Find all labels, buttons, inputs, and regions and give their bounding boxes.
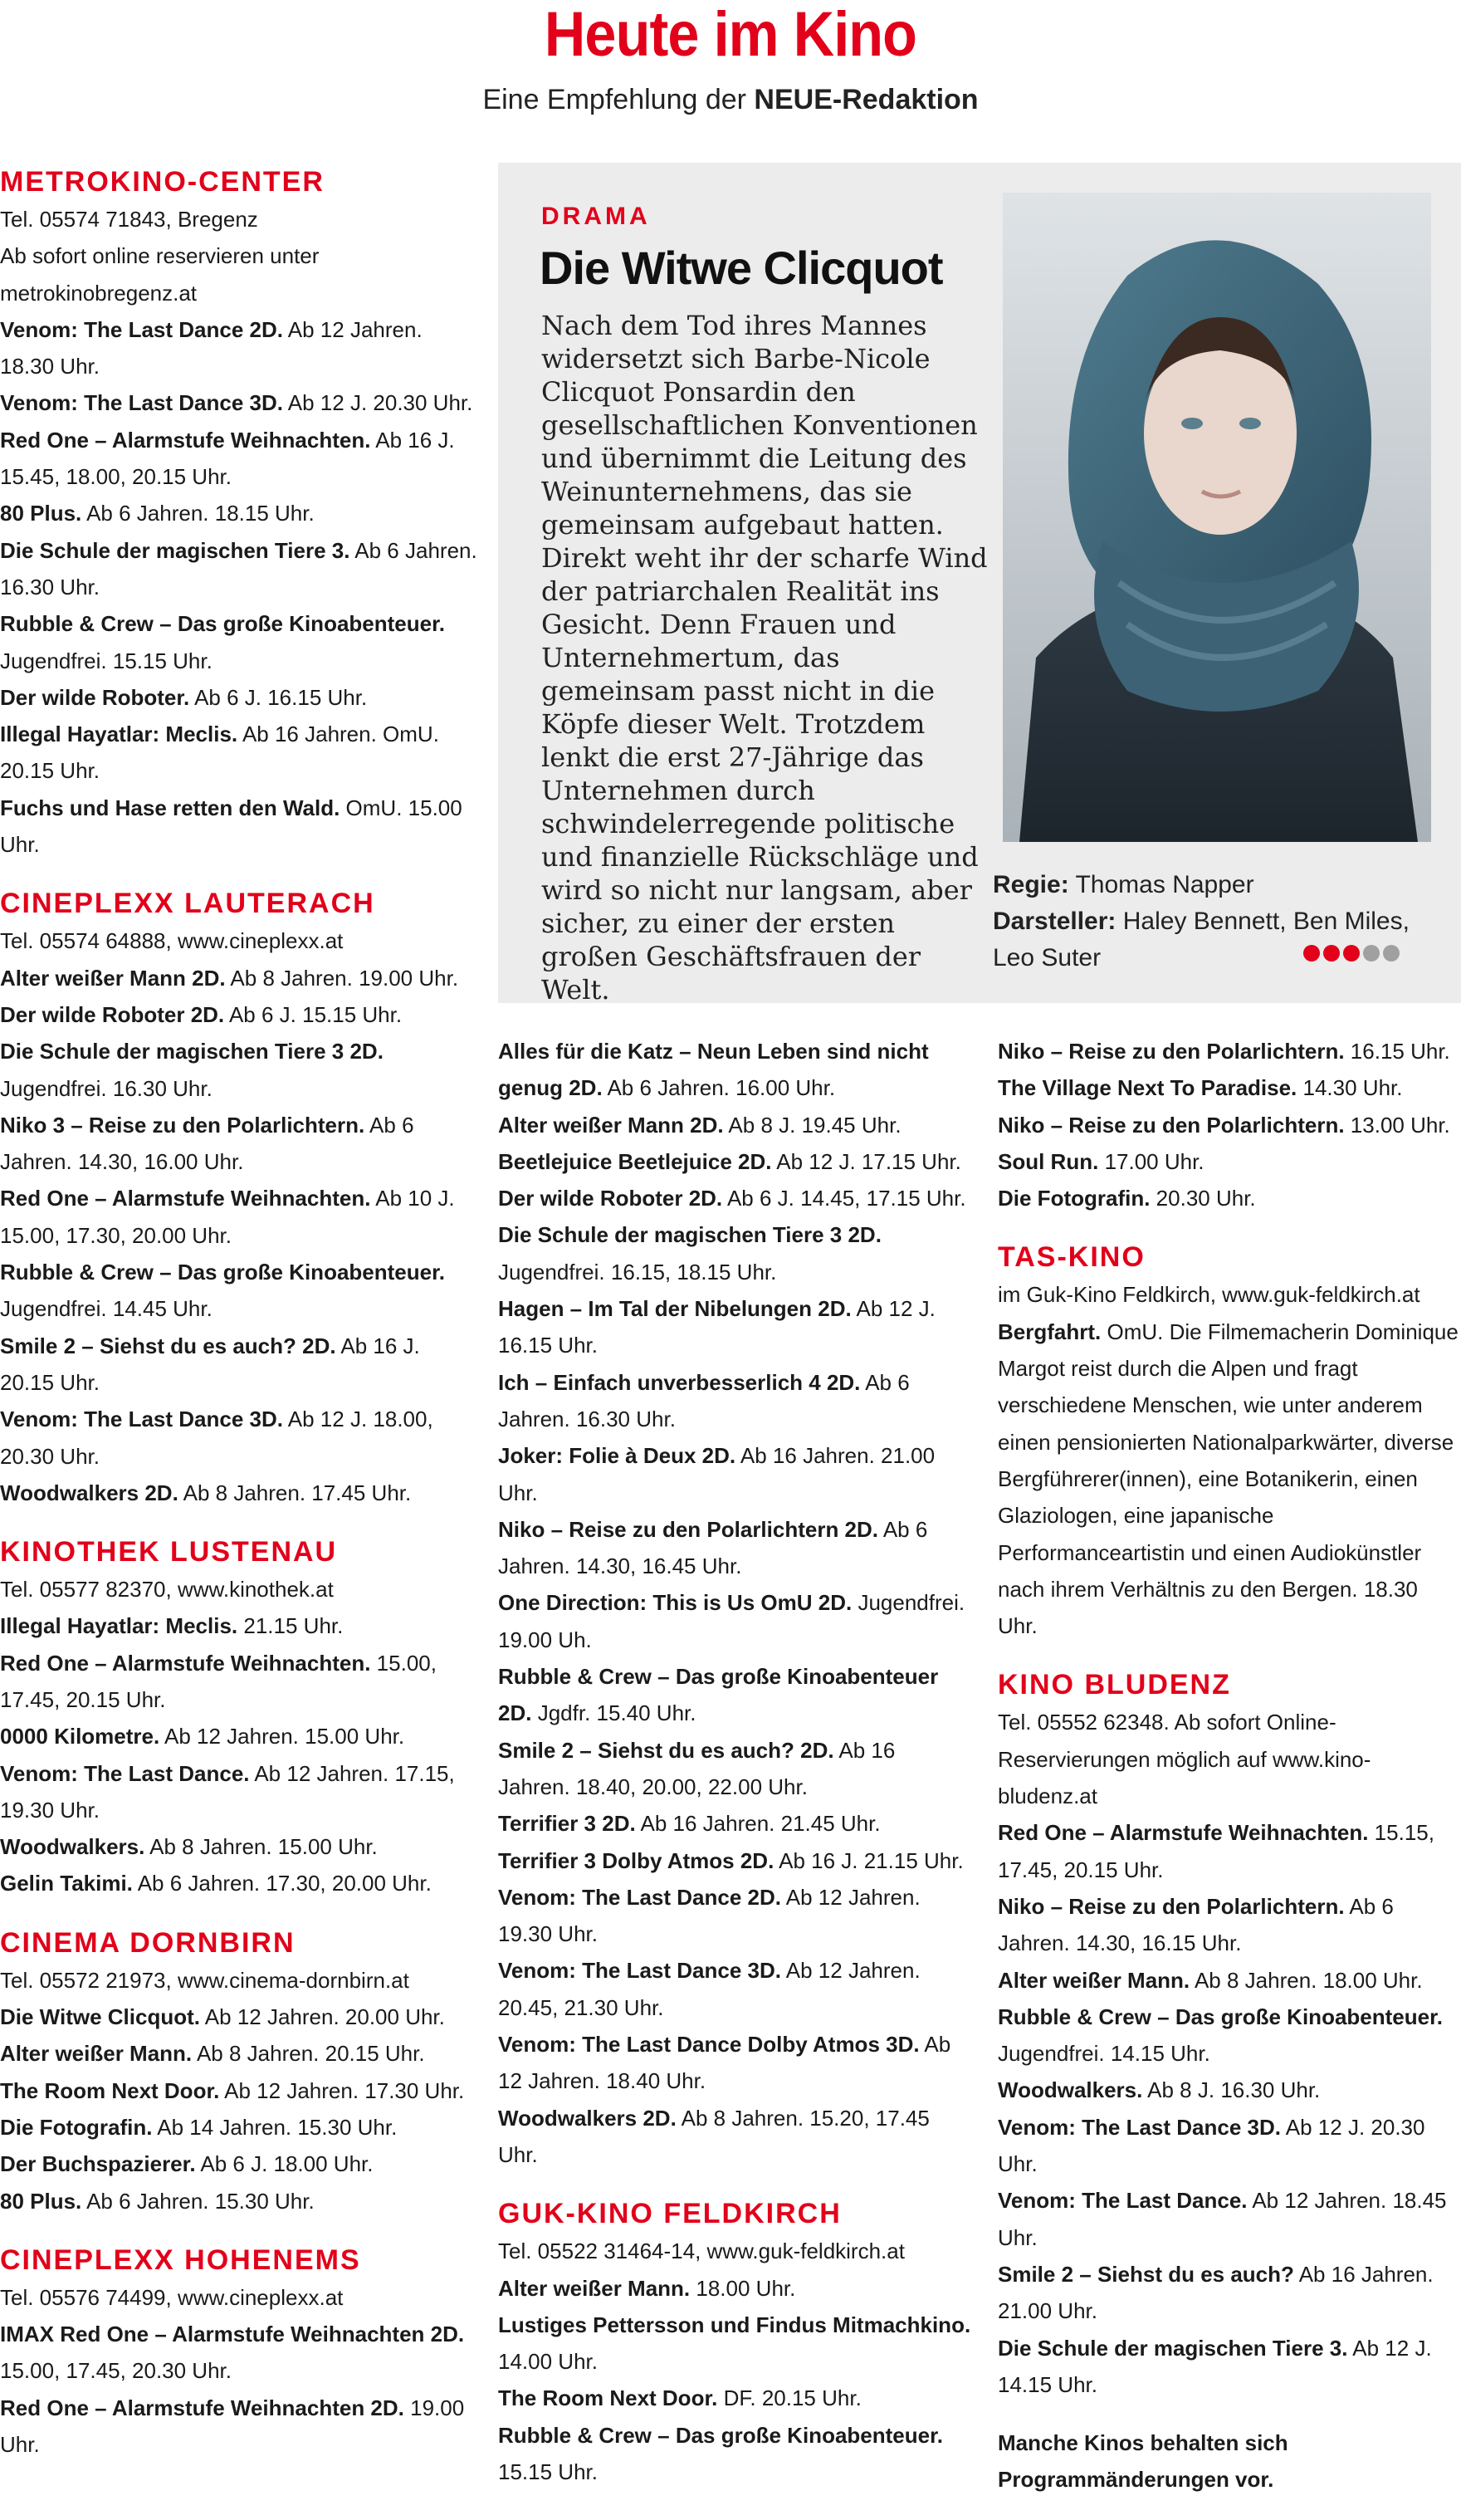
- feature-title: Die Witwe Clicquot: [540, 242, 943, 294]
- showtime-entry: [0, 716, 477, 790]
- movie-title: Illegal Hayatlar: Meclis.: [0, 722, 238, 747]
- movie-details: Ab 6 Jahren. 14.30, 16.45 Uhr.: [498, 1516, 928, 1579]
- feature-photo: [1003, 193, 1431, 842]
- cinema-name: CINEPLEXX LAUTERACH: [0, 888, 375, 920]
- movie-details: Ab 12 Jahren. 17.30 Uhr.: [224, 2077, 465, 2103]
- movie-details: Ab 14 Jahren. 15.30 Uhr.: [157, 2114, 398, 2140]
- showtime-entry: [998, 1107, 1461, 1143]
- movie-details: Ab 8 Jahren. 19.00 Uhr.: [230, 965, 459, 991]
- showtime-entry: [0, 1718, 477, 1754]
- movie-details: Ab 16 J. 21.15 Uhr.: [779, 1847, 964, 1873]
- movie-title: Woodwalkers 2D.: [498, 2105, 677, 2131]
- movie-details: Ab 6 J. 18.00 Uhr.: [200, 2151, 374, 2177]
- movie-title: Illegal Hayatlar: Meclis.: [0, 1613, 238, 1639]
- movie-title: Niko 3 – Reise zu den Polarlichtern.: [0, 1112, 365, 1138]
- showtime-entry: [498, 1511, 971, 1585]
- feature-genre: DRAMA: [541, 203, 651, 230]
- movie-details: Ab 6 Jahren. 15.30 Uhr.: [86, 2188, 315, 2214]
- showtime-entry: [0, 1828, 477, 1865]
- rating-dot-filled: [1303, 945, 1320, 962]
- showtime-entry: [0, 532, 477, 606]
- showtime-entry: [498, 1033, 971, 1107]
- cinema-name: GUK-KINO FELDKIRCH: [498, 2198, 842, 2230]
- movie-title: Bergfahrt.: [998, 1319, 1102, 1344]
- rating-dot-empty: [1363, 945, 1380, 962]
- movie-title: Niko – Reise zu den Polarlichtern.: [998, 1112, 1345, 1138]
- showtime-entry: [498, 1216, 971, 1290]
- woman-portrait-image: [1003, 193, 1431, 842]
- showtime-entry: [0, 384, 477, 421]
- showtime-entry: [998, 1143, 1461, 1180]
- cinema-contact: Tel. 05576 74499, www.cineplexx.at: [0, 2284, 344, 2310]
- showtime-entry: [498, 2417, 971, 2491]
- showtime-entry: [498, 2380, 971, 2416]
- rating-dot-filled: [1343, 945, 1360, 962]
- movie-details: Ab 12 J. 20.30 Uhr.: [287, 390, 473, 416]
- rating-dots: [1303, 945, 1403, 966]
- movie-title: 80 Plus.: [0, 2188, 82, 2214]
- cinema-cinema-dornbirn: [0, 1924, 477, 2219]
- showtime-entry: [498, 1658, 971, 1732]
- director-line: [993, 867, 1441, 903]
- movie-title: Rubble & Crew – Das große Kinoabenteuer.: [998, 2004, 1443, 2029]
- showtime-entry: [998, 1180, 1461, 1216]
- movie-title: Woodwalkers.: [998, 2077, 1143, 2103]
- showtime-entry: [498, 1879, 971, 1953]
- showtime-entry: [998, 1814, 1461, 1888]
- cinema-contact: Tel. 05522 31464-14, www.guk-feldkirch.at: [498, 2239, 905, 2264]
- cinema-contact: Tel. 05572 21973, www.cinema-dornbirn.at: [0, 1967, 409, 1993]
- movie-title: 0000 Kilometre.: [0, 1724, 160, 1749]
- movie-details: OmU. 15.00 Uhr.: [0, 795, 462, 858]
- movie-title: Ich – Einfach unverbesserlich 4 2D.: [498, 1369, 861, 1395]
- movie-details: Ab 12 Jahren. 19.30 Uhr.: [498, 1884, 921, 1947]
- movie-details: Ab 8 Jahren. 18.00 Uhr.: [1194, 1967, 1423, 1993]
- movie-title: Venom: The Last Dance 3D.: [0, 390, 283, 416]
- cinema-continued: [998, 2425, 1461, 2498]
- feature-box: [498, 163, 1461, 1006]
- movie-title: Venom: The Last Dance 3D.: [498, 1958, 781, 1984]
- movie-title: Red One – Alarmstufe Weihnachten 2D.: [0, 2395, 404, 2420]
- movie-details: 16.15 Uhr.: [1350, 1039, 1450, 1064]
- movie-title: Der wilde Roboter 2D.: [0, 1001, 225, 1027]
- showtime-entry: [0, 2072, 477, 2109]
- movie-title: Woodwalkers 2D.: [0, 1480, 178, 1505]
- movie-details: Ab 12 Jahren. 18.40 Uhr.: [498, 2032, 951, 2094]
- showtime-entry: [0, 960, 477, 996]
- cinema-cineplexx-lauterach: [0, 884, 477, 1511]
- movie-title: Rubble & Crew – Das große Kinoabenteuer.: [0, 611, 445, 637]
- showtime-entry: [498, 1364, 971, 1438]
- movie-title: Smile 2 – Siehst du es auch? 2D.: [498, 1737, 834, 1763]
- cinema-name: TAS-KINO: [998, 1241, 1146, 1274]
- movie-title: Soul Run.: [998, 1148, 1099, 1174]
- movie-details: OmU. Die Filmemacherin Dominique Margot reist durch die Alpen und fragt verschiedene Menschen, wie unter anderem einen pensionierten Nationalparkwärter, diverse Bergführerer(innen), eine Botanikerin, einen Glaziologen, eine japanische Performanceartistin und einen Audiokünstler nach ihrem Verhältnis zu den Bergen. 18.30 Uhr.: [998, 1319, 1459, 1639]
- movie-title: Der Buchspazierer.: [0, 2151, 196, 2177]
- movie-title: Die Schule der magischen Tiere 3.: [998, 2335, 1348, 2361]
- showtime-entry: [0, 422, 477, 496]
- movie-title: Der wilde Roboter.: [0, 684, 190, 710]
- movie-details: Ab 16 J. 20.15 Uhr.: [0, 1333, 420, 1395]
- showtime-entry: [498, 1732, 971, 1806]
- showtime-entry: [998, 1962, 1461, 1999]
- movie-title: Venom: The Last Dance 2D.: [498, 1884, 781, 1910]
- movie-title: Beetlejuice Beetlejuice 2D.: [498, 1148, 772, 1174]
- movie-details: Ab 8 Jahren. 15.20, 17.45 Uhr.: [498, 2105, 930, 2167]
- movie-title: Niko – Reise zu den Polarlichtern.: [998, 1039, 1345, 1064]
- movie-title: Red One – Alarmstufe Weihnachten.: [0, 1186, 371, 1211]
- movie-title: Terrifier 3 2D.: [498, 1811, 636, 1837]
- showtime-entry: [0, 2316, 477, 2390]
- cast-label: Darsteller:: [993, 908, 1117, 935]
- showtime-entry: [998, 2425, 1461, 2498]
- cinema-contact: Tel. 05574 71843, Bregenz Ab sofort online reservieren unter metrokinobregenz.at: [0, 207, 320, 306]
- movie-details: Ab 6 J. 15.15 Uhr.: [228, 1001, 403, 1027]
- movie-title: Woodwalkers.: [0, 1834, 145, 1860]
- showtime-entry: [0, 1645, 477, 1719]
- showtime-entry: [0, 679, 477, 716]
- showtime-entry: [998, 1033, 1461, 1069]
- showtime-entry: [0, 1180, 477, 1254]
- movie-title: Venom: The Last Dance 2D.: [0, 316, 283, 342]
- showtime-entry: [998, 1999, 1461, 2072]
- movie-details: Ab 12 J. 18.00, 20.30 Uhr.: [0, 1407, 433, 1469]
- showtime-entry: [0, 311, 477, 385]
- cinema-kino-bludenz: [998, 1666, 1461, 2403]
- showtime-entry: [498, 1584, 971, 1658]
- movie-details: Ab 12 J. 16.15 Uhr.: [498, 1296, 936, 1358]
- movie-details: 14.00 Uhr.: [498, 2349, 598, 2375]
- movie-details: Ab 6 Jahren. 16.30 Uhr.: [0, 537, 477, 599]
- showtime-entry: [498, 1842, 971, 1879]
- movie-title: Die Schule der magischen Tiere 3 2D.: [0, 1039, 384, 1064]
- movie-title: Der wilde Roboter 2D.: [498, 1186, 723, 1211]
- movie-title: Alles für die Katz – Neun Leben sind nicht genug 2D.: [498, 1039, 929, 1101]
- showtime-entry: [0, 1328, 477, 1402]
- movie-title: Rubble & Crew – Das große Kinoabenteuer.: [498, 2422, 943, 2448]
- movie-details: 15.15 Uhr.: [498, 2459, 598, 2484]
- listings-column-2: [498, 1033, 971, 2512]
- showtime-entry: [0, 1475, 477, 1511]
- showtime-entry: [0, 1033, 477, 1107]
- movie-title: Red One – Alarmstufe Weihnachten.: [0, 427, 371, 453]
- movie-title: Alter weißer Mann 2D.: [498, 1112, 724, 1138]
- movie-title: Venom: The Last Dance 3D.: [998, 2114, 1281, 2140]
- listings-column-1: [0, 163, 477, 2484]
- movie-details: Jgdfr. 15.40 Uhr.: [537, 1700, 696, 1726]
- cinema-cineplexx-hohenems: [0, 2241, 477, 2463]
- showtime-entry: [998, 1888, 1461, 1962]
- showtime-entry: [0, 1999, 477, 2035]
- showtime-entry: [498, 1437, 971, 1511]
- showtime-entry: [0, 1107, 477, 1181]
- movie-details: Ab 6 J. 16.15 Uhr.: [194, 684, 368, 710]
- movie-details: Ab 12 Jahren. 20.45, 21.30 Uhr.: [498, 1958, 921, 2020]
- showtime-entry: [498, 1805, 971, 1842]
- movie-details: 13.00 Uhr.: [1350, 1112, 1450, 1138]
- cinema-metrokino-center: [0, 163, 477, 863]
- movie-title: Red One – Alarmstufe Weihnachten.: [0, 1650, 371, 1676]
- movie-title: Fuchs und Hase retten den Wald.: [0, 795, 340, 820]
- showtime-entry: [0, 2146, 477, 2182]
- cinema-name: KINO BLUDENZ: [998, 1669, 1231, 1701]
- movie-title: Venom: The Last Dance Dolby Atmos 3D.: [498, 2032, 920, 2058]
- movie-details: Ab 8 Jahren. 20.15 Uhr.: [196, 2041, 425, 2067]
- cinema-guk-kino-feldkirch: [498, 2195, 971, 2490]
- cinema-contact: Tel. 05577 82370, www.kinothek.at: [0, 1577, 334, 1603]
- showtime-entry: [0, 1755, 477, 1829]
- showtime-entry: [0, 2035, 477, 2072]
- movie-details: Ab 12 J. 20.30 Uhr.: [998, 2114, 1425, 2177]
- movie-details: Ab 6 J. 14.45, 17.15 Uhr.: [726, 1186, 966, 1211]
- movie-details: Ab 12 Jahren. 15.00 Uhr.: [164, 1724, 405, 1749]
- showtime-entry: [998, 2256, 1461, 2330]
- movie-details: Ab 12 Jahren. 17.15, 19.30 Uhr.: [0, 1760, 455, 1823]
- showtime-entry: [0, 1607, 477, 1644]
- page-title: Heute im Kino: [544, 0, 917, 70]
- movie-title: The Room Next Door.: [0, 2077, 220, 2103]
- subtitle-prefix: Eine Empfehlung der: [482, 84, 755, 115]
- movie-title: Venom: The Last Dance.: [0, 1760, 250, 1786]
- movie-title: IMAX Red One – Alarmstufe Weihnachten 2D.: [0, 2322, 465, 2347]
- movie-title: Hagen – Im Tal der Nibelungen 2D.: [498, 1296, 852, 1322]
- movie-title: Joker: Folie à Deux 2D.: [498, 1443, 736, 1469]
- movie-details: Ab 16 Jahren. 21.00 Uhr.: [998, 2261, 1434, 2324]
- movie-title: 80 Plus.: [0, 501, 82, 526]
- showtime-entry: [998, 2109, 1461, 2183]
- director-name: Thomas Napper: [1075, 871, 1254, 898]
- movie-details: 17.00 Uhr.: [1104, 1148, 1204, 1174]
- movie-details: Ab 16 Jahren. 21.45 Uhr.: [640, 1811, 881, 1837]
- movie-details: 15.00, 17.45, 20.15 Uhr.: [0, 1650, 437, 1712]
- movie-details: Ab 6 Jahren. 17.30, 20.00 Uhr.: [137, 1871, 432, 1896]
- movie-details: Jugendfrei. 15.15 Uhr.: [0, 648, 213, 673]
- movie-title: Smile 2 – Siehst du es auch? 2D.: [0, 1333, 336, 1358]
- movie-details: Ab 12 Jahren. 20.00 Uhr.: [204, 2004, 445, 2030]
- movie-title: Rubble & Crew – Das große Kinoabenteuer.: [0, 1260, 445, 1285]
- movie-details: 15.00, 17.45, 20.30 Uhr.: [0, 2358, 232, 2384]
- movie-title: Alter weißer Mann.: [998, 1967, 1190, 1993]
- showtime-entry: [0, 605, 477, 679]
- movie-title: The Village Next To Paradise.: [998, 1075, 1297, 1101]
- movie-title: Niko – Reise zu den Polarlichtern.: [998, 1893, 1345, 1919]
- cinema-contact: im Guk-Kino Feldkirch, www.guk-feldkirch.at: [998, 1282, 1420, 1308]
- movie-details: Jugendfrei. 19.00 Uh.: [498, 1590, 965, 1652]
- cinema-name: CINEMA DORNBIRN: [0, 1926, 296, 1959]
- showtime-entry: [0, 2109, 477, 2146]
- rating-dot-filled: [1323, 945, 1340, 962]
- movie-title: Manche Kinos behalten sich Programmänderungen vor.: [998, 2430, 1288, 2493]
- cinema-kinothek-lustenau: [0, 1533, 477, 1902]
- movie-details: Ab 8 J. 19.45 Uhr.: [728, 1112, 902, 1138]
- movie-details: Ab 12 Jahren. 18.30 Uhr.: [0, 316, 423, 379]
- cast-names: Haley Bennett, Ben Miles, Leo Suter: [993, 908, 1410, 971]
- showtime-entry: [0, 1865, 477, 1901]
- movie-details: Ab 6 Jahren. 14.30, 16.15 Uhr.: [998, 1893, 1394, 1956]
- cinema-name: KINOTHEK LUSTENAU: [0, 1536, 338, 1568]
- movie-details: 20.30 Uhr.: [1156, 1186, 1256, 1211]
- showtime-entry: [998, 1069, 1461, 1106]
- showtime-entry: [0, 1254, 477, 1328]
- showtime-entry: [498, 2307, 971, 2381]
- showtime-entry: [498, 1180, 971, 1216]
- movie-title: Niko – Reise zu den Polarlichtern 2D.: [498, 1516, 879, 1542]
- director-label: Regie:: [993, 871, 1069, 898]
- movie-details: Jugendfrei. 14.45 Uhr.: [0, 1296, 213, 1322]
- showtime-entry: [0, 996, 477, 1033]
- movie-details: Jugendfrei. 14.15 Uhr.: [998, 2041, 1210, 2067]
- showtime-entry: [498, 1290, 971, 1364]
- rating-dot-empty: [1383, 945, 1400, 962]
- showtime-entry: [498, 1952, 971, 2026]
- movie-title: Alter weißer Mann.: [498, 2275, 691, 2301]
- movie-details: Jugendfrei. 16.30 Uhr.: [0, 1075, 213, 1101]
- movie-title: Die Fotografin.: [0, 2114, 153, 2140]
- movie-title: Terrifier 3 Dolby Atmos 2D.: [498, 1847, 774, 1873]
- movie-details: Ab 16 Jahren. OmU. 20.15 Uhr.: [0, 722, 439, 784]
- movie-details: 18.00 Uhr.: [696, 2275, 796, 2301]
- movie-details: Ab 12 Jahren. 18.45 Uhr.: [998, 2188, 1447, 2250]
- showtime-entry: [998, 2072, 1461, 2108]
- movie-details: Ab 12 J. 14.15 Uhr.: [998, 2335, 1432, 2397]
- movie-details: Ab 8 Jahren. 15.00 Uhr.: [149, 1834, 378, 1860]
- movie-details: 14.30 Uhr.: [1302, 1075, 1403, 1101]
- movie-title: Smile 2 – Siehst du es auch?: [998, 2261, 1294, 2287]
- movie-details: 21.15 Uhr.: [243, 1613, 344, 1639]
- movie-title: Lustiges Pettersson und Findus Mitmachkino.: [498, 2312, 971, 2337]
- movie-title: One Direction: This is Us OmU 2D.: [498, 1590, 853, 1616]
- showtime-entry: [0, 2390, 477, 2464]
- movie-details: Ab 8 J. 16.30 Uhr.: [1147, 2077, 1321, 2103]
- movie-title: Alter weißer Mann 2D.: [0, 965, 226, 991]
- movie-title: Die Schule der magischen Tiere 3.: [0, 537, 350, 563]
- movie-details: 19.00 Uhr.: [0, 2395, 465, 2458]
- showtime-entry: [498, 2100, 971, 2174]
- page-subtitle: [0, 81, 1461, 118]
- showtime-entry: [0, 790, 477, 864]
- movie-details: Ab 6 Jahren. 18.15 Uhr.: [86, 501, 315, 526]
- cinema-continued: [498, 1033, 971, 2173]
- feature-text: Nach dem Tod ihres Mannes widersetzt sich Barbe-Nicole Clicquot Ponsardin den gesellschaftlichen Konventionen und übernimmt die Leitung des Weinunternehmens, das sie gemeinsam aufgebaut hatten. Direkt weht ihr der scharfe Wind der patriarchalen Realität ins Gesicht. Denn Frauen und Unternehmertum, das gemeinsam passt nicht in die Köpfe dieser Welt. Trotzdem lenkt die erst 27-Jährige das Unternehmen durch schwindelerregende politische und finanzielle Rückschläge und wird so nicht nur langsam, aber sicher, zu einer der ersten großen Geschäftsfrauen der Welt.: [541, 310, 988, 1006]
- movie-details: Ab 6 Jahren. 14.30, 16.00 Uhr.: [0, 1112, 414, 1175]
- movie-title: Die Schule der magischen Tiere 3 2D.: [498, 1222, 882, 1248]
- cinema-name: METROKINO-CENTER: [0, 166, 325, 198]
- movie-details: Ab 6 Jahren. 16.00 Uhr.: [607, 1075, 836, 1101]
- subtitle-brand: NEUE-Redaktion: [754, 84, 979, 115]
- showtime-entry: [498, 2270, 971, 2307]
- cinema-contact: Tel. 05552 62348. Ab sofort Online-Reservierungen möglich auf www.kino-bludenz.at: [998, 1710, 1371, 1809]
- showtime-entry: [0, 495, 477, 531]
- movie-details: 15.15, 17.45, 20.15 Uhr.: [998, 1820, 1434, 1882]
- movie-title: Alter weißer Mann.: [0, 2041, 193, 2067]
- movie-details: Ab 12 J. 17.15 Uhr.: [776, 1148, 961, 1174]
- movie-title: The Room Next Door.: [498, 2385, 718, 2411]
- movie-details: Ab 10 J. 15.00, 17.30, 20.00 Uhr.: [0, 1186, 455, 1248]
- movie-details: Ab 6 Jahren. 16.30 Uhr.: [498, 1369, 910, 1431]
- movie-details: Ab 16 J. 15.45, 18.00, 20.15 Uhr.: [0, 427, 455, 490]
- showtime-entry: [498, 1107, 971, 1143]
- showtime-entry: [498, 2026, 971, 2100]
- movie-details: Ab 16 Jahren. 21.00 Uhr.: [498, 1443, 936, 1505]
- movie-details: Ab 8 Jahren. 17.45 Uhr.: [183, 1480, 412, 1505]
- movie-title: Die Fotografin.: [998, 1186, 1151, 1211]
- showtime-entry: [998, 2182, 1461, 2256]
- movie-title: Red One – Alarmstufe Weihnachten.: [998, 1820, 1369, 1846]
- listings-column-3: [998, 1033, 1461, 2520]
- showtime-entry: [498, 1143, 971, 1180]
- showtime-entry: [0, 2183, 477, 2219]
- movie-title: Venom: The Last Dance 3D.: [0, 1407, 283, 1432]
- cinema-contact: Tel. 05574 64888, www.cineplexx.at: [0, 928, 344, 954]
- cinema-continued: [998, 1033, 1461, 1216]
- cinema-tas-kino: [998, 1238, 1461, 1644]
- cinema-name: CINEPLEXX HOHENEMS: [0, 2244, 361, 2276]
- showtime-entry: [998, 2330, 1461, 2404]
- movie-title: Die Witwe Clicquot.: [0, 2004, 200, 2030]
- movie-title: Rubble & Crew – Das große Kinoabenteuer 2D.: [498, 1664, 939, 1726]
- movie-title: Venom: The Last Dance.: [998, 2188, 1248, 2214]
- movie-title: Gelin Takimi.: [0, 1871, 133, 1896]
- movie-details: Ab 16 Jahren. 18.40, 20.00, 22.00 Uhr.: [498, 1737, 896, 1799]
- showtime-entry: [0, 1401, 477, 1475]
- movie-details: DF. 20.15 Uhr.: [723, 2385, 862, 2411]
- showtime-entry: [998, 1314, 1461, 1645]
- movie-details: Jugendfrei. 16.15, 18.15 Uhr.: [498, 1259, 777, 1284]
